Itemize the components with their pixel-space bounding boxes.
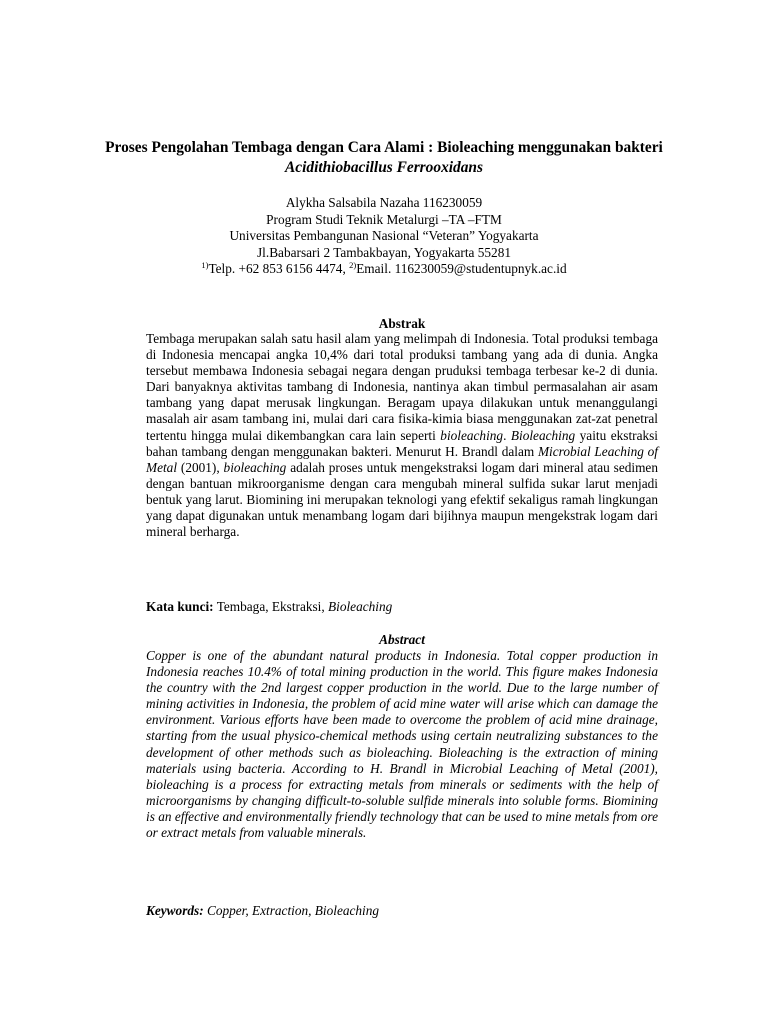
abstrak-text-3: yaitu ekstraksi bahan tambang dengan menggunakan bakteri. Menurut H. Brandl dalam bbox=[146, 427, 658, 459]
author-phone: Telp. +62 853 6156 4474, bbox=[208, 261, 350, 277]
keywords-text: Copper, Extraction, Bioleaching bbox=[203, 903, 380, 918]
kata-kunci-label: Kata kunci: bbox=[146, 599, 214, 614]
author-block bbox=[100, 195, 668, 278]
author-contact bbox=[100, 261, 668, 278]
abstract-heading: Abstract bbox=[379, 632, 425, 647]
title-bacteria-name: Acidithiobacillus Ferrooxidans bbox=[285, 159, 483, 176]
kata-kunci-italic: Bioleaching bbox=[328, 599, 393, 614]
abstrak-text-2: . bbox=[503, 427, 511, 443]
kata-kunci bbox=[146, 599, 658, 615]
abstrak-italic-3: Microbial Leaching of Metal bbox=[146, 443, 658, 475]
author-name: Alykha Salsabila Nazaha 116230059 bbox=[285, 195, 483, 210]
author-email: Email. 116230059@studentupnyk.ac.id bbox=[356, 261, 567, 277]
title-main: Proses Pengolahan Tembaga dengan Cara Alami : Bioleaching menggunakan bakteri bbox=[105, 139, 663, 156]
abstrak-text-5: adalah proses untuk mengekstraksi logam dari mineral atau sedimen dengan bantuan mikroorganisme dengan cara mengubah mineral sulfida sukar larut menjadi bentuk yang larut. Biomining ini merupakan teknologi yang efektif sekaligus ramah lingkungan yang dapat digunakan untuk menambang logam dari bijihnya maupun mengekstrak logam dari mineral berharga. bbox=[146, 459, 658, 540]
author-address: Jl.Babarsari 2 Tambakbayan, Yogyakarta 55281 bbox=[257, 244, 511, 260]
author-program: Program Studi Teknik Metalurgi –TA –FTM bbox=[266, 211, 502, 227]
author-university: Universitas Pembangunan Nasional “Veteran” Yogyakarta bbox=[229, 228, 539, 244]
abstrak-italic-1: bioleaching bbox=[440, 427, 504, 443]
keywords bbox=[146, 903, 658, 919]
abstrak-body bbox=[146, 331, 658, 540]
abstrak-text-1: Tembaga merupakan salah satu hasil alam yang melimpah di Indonesia. Total produksi tembaga di Indonesia mencapai angka 10,4% dari total produksi tambang yang ada di dunia. Angka tersebut membawa Indonesia sebagai negara dengan pruduksi tembaga terbesar ke-2 di dunia. Dari banyaknya aktivitas tambang di Indonesia, nantinya akan timbul permasalahan air asam tambang yang dapat merusak lingkungan. Beragam upaya dilakukan untuk menanggulangi masalah air asam tambang ini, mulai dari cara fisika-kimia biasa menggunakan zat-zat penetral tertentu hingga mulai dikembangkan cara lain seperti bbox=[146, 331, 658, 443]
abstrak-italic-2: Bioleaching bbox=[510, 427, 576, 443]
abstrak-italic-4: bioleaching bbox=[223, 459, 287, 475]
abstract-body: Copper is one of the abundant natural products in Indonesia. Total copper production in Indonesia reaches 10.4% of total mining production in the world. This figure makes Indonesia the country with the 2nd largest copper production in the world. Due to the large number of mining activities in Indonesia, the problem of acid mine water will arise which can damage the environment. Various efforts have been made to overcome the problem of acid mine drainage, starting from the usual physico-chemical methods using certain neutralizing substances to the development of other methods such as bioleaching. Bioleaching is the extraction of mining materials using bacteria. According to H. Brandl in Microbial Leaching of Metal (2001), bioleaching is a process for extracting metals from minerals or sediments with the help of microorganisms by changing difficult-to-soluble sulfide minerals into soluble forms. Biomining is an effective and environmentally friendly technology that can be used to mine metals from ore or extract metals from valuable minerals. bbox=[146, 648, 658, 841]
contact-sup-2: 2) bbox=[349, 260, 357, 271]
keywords-label: Keywords: bbox=[146, 903, 204, 918]
paper-title bbox=[100, 138, 668, 178]
abstrak-text-4: (2001), bbox=[177, 459, 224, 475]
kata-kunci-text: Tembaga, Ekstraksi, bbox=[213, 599, 329, 614]
contact-sup-1: 1) bbox=[201, 260, 209, 271]
abstrak-heading: Abstrak bbox=[378, 316, 426, 331]
